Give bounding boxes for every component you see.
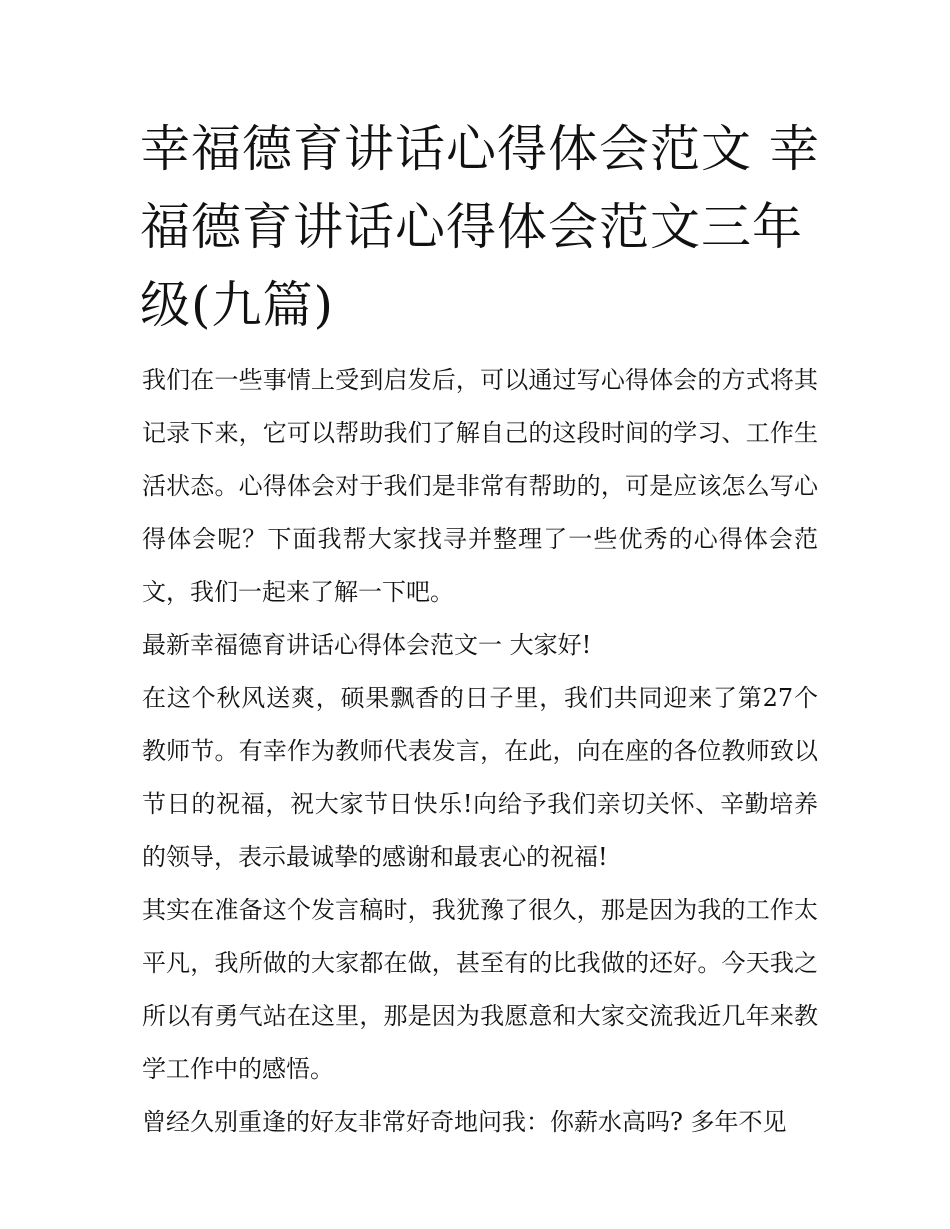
paragraph-heading-one: 最新幸福德育讲话心得体会范文一 大家好! xyxy=(142,631,592,659)
paragraph-friend-question: 曾经久别重逢的好友非常好奇地问我：你薪水高吗? 多年不见 xyxy=(142,1108,787,1136)
document-title: 幸福德育讲话心得体会范文 幸福德育讲话心得体会范文三年级(九篇) xyxy=(140,120,820,334)
document-body xyxy=(142,354,818,1149)
paragraph-intro: 我们在一些事情上受到启发后，可以通过写心得体会的方式将其记录下来，它可以帮助我们了解自己的这段时间的学习、工作生活状态。心得体会对于我们是非常有帮助的，可是应该怎么写心得体会呢？下面我帮大家找寻并整理了一些优秀的心得体会范文，我们一起来了解一下吧。 xyxy=(142,366,818,606)
paragraph-teachers-day: 在这个秋风送爽，硕果飘香的日子里，我们共同迎来了第27个教师节。有幸作为教师代表发言，在此，向在座的各位教师致以节日的祝福，祝大家节日快乐!向给予我们亲切关怀、辛勤培养的领导，表示最诚挚的感谢和最衷心的祝福! xyxy=(142,684,818,871)
paragraph-hesitation: 其实在准备这个发言稿时，我犹豫了很久，那是因为我的工作太平凡，我所做的大家都在做，甚至有的比我做的还好。今天我之所以有勇气站在这里，那是因为我愿意和大家交流我近几年来教学工作中的感悟。 xyxy=(142,896,818,1083)
